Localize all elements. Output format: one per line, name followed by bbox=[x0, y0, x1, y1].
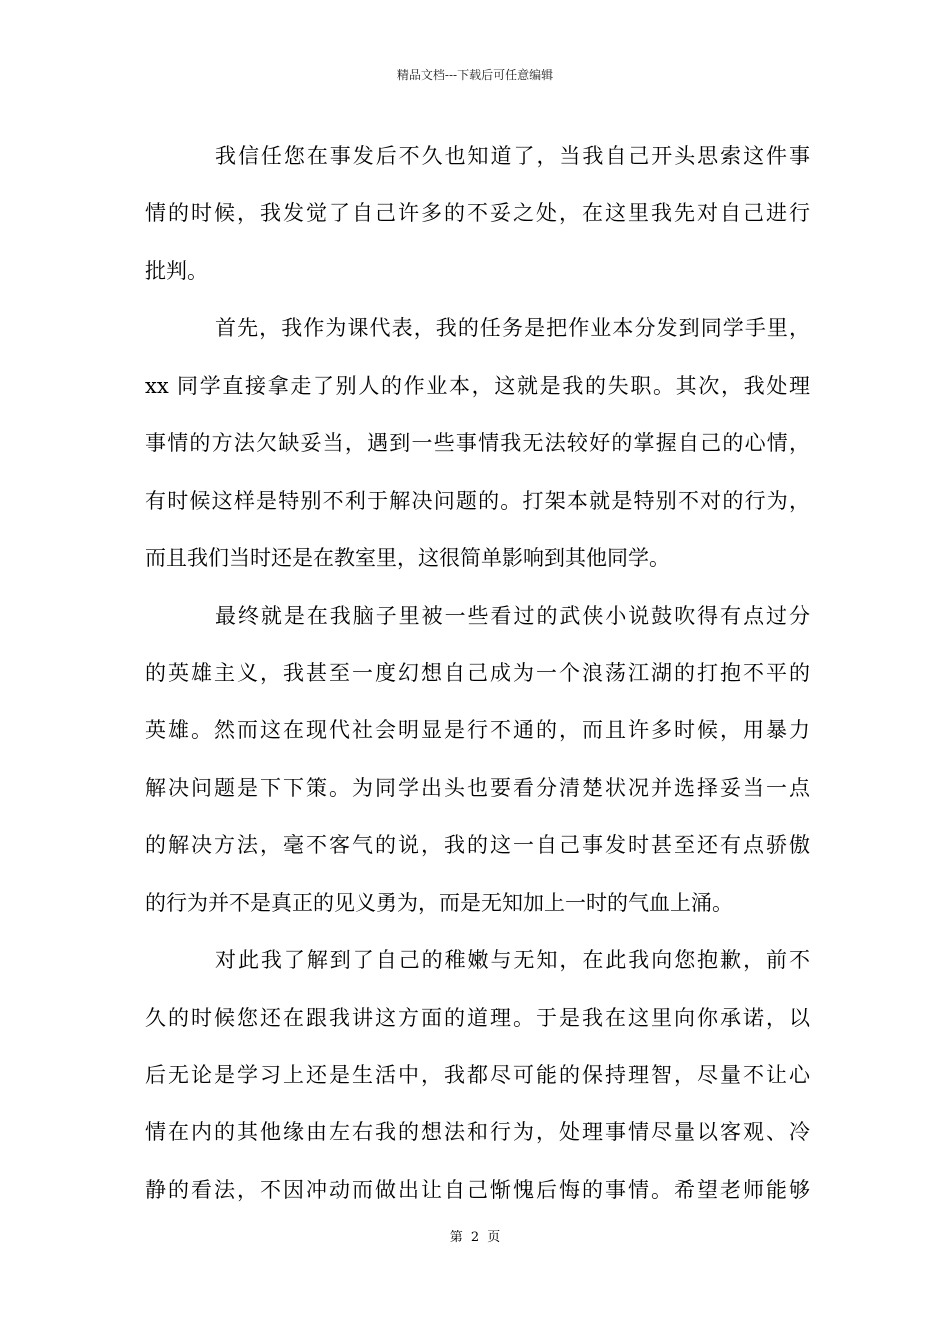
document-body bbox=[145, 128, 810, 1219]
paragraph-4-line-5: 静的看法，不因冲动而做出让自己惭愧后悔的事情。希望老师能够 bbox=[145, 1177, 810, 1202]
paragraph-2-line-4: 有时候这样是特别不利于解决问题的。打架本就是特别不对的行为， bbox=[145, 488, 810, 513]
paragraph-2-line-1: 首先，我作为课代表，我的任务是把作业本分发到同学手里， bbox=[215, 316, 810, 341]
paragraph-4-line-4: 情在内的其他缘由左右我的想法和行为，处理事情尽量以客观、冷 bbox=[145, 1120, 810, 1145]
page-header: 精品文档---下载后可任意编辑 bbox=[396, 68, 554, 82]
paragraph-1-line-1: 我信任您在事发后不久也知道了，当我自己开头思索这件事 bbox=[215, 144, 810, 168]
paragraph-3-line-3: 英雄。然而这在现代社会明显是行不通的，而且许多时候，用暴力 bbox=[145, 718, 810, 743]
paragraph-1-line-2: 情的时候，我发觉了自己许多的不妥之处，在这里我先对自己进行 bbox=[145, 201, 810, 226]
page-number: 第 2 页 bbox=[449, 1230, 501, 1245]
paragraph-4-line-2: 久的时候您还在跟我讲这方面的道理。于是我在这里向你承诺，以 bbox=[145, 1005, 810, 1030]
paragraph-4-line-1: 对此我了解到了自己的稚嫩与无知，在此我向您抱歉，前不 bbox=[215, 948, 810, 973]
paragraph-3-line-1: 最终就是在我脑子里被一些看过的武侠小说鼓吹得有点过分 bbox=[215, 603, 810, 628]
paragraph-4-line-3: 后无论是学习上还是生活中，我都尽可能的保持理智，尽量不让心 bbox=[145, 1063, 810, 1087]
paragraph-2-line-3: 事情的方法欠缺妥当，遇到一些事情我无法较好的掌握自己的心情， bbox=[145, 431, 810, 456]
paragraph-3-line-2: 的英雄主义，我甚至一度幻想自己成为一个浪荡江湖的打抱不平的 bbox=[145, 660, 810, 685]
paragraph-2-line-2: xx 同学直接拿走了别人的作业本，这就是我的失职。其次，我处理 bbox=[145, 373, 810, 398]
paragraph-3-line-5: 的解决方法，毫不客气的说，我的这一自己事发时甚至还有点骄傲 bbox=[145, 833, 810, 858]
paragraph-3-line-4: 解决问题是下下策。为同学出头也要看分清楚状况并选择妥当一点 bbox=[145, 775, 810, 800]
paragraph-1-line-3: 批判。 bbox=[145, 258, 208, 283]
paragraph-2-line-5: 而且我们当时还是在教室里，这很简单影响到其他同学。 bbox=[145, 546, 670, 571]
paragraph-3-line-6: 的行为并不是真正的见义勇为，而是无知加上一时的气血上涌。 bbox=[145, 890, 733, 915]
